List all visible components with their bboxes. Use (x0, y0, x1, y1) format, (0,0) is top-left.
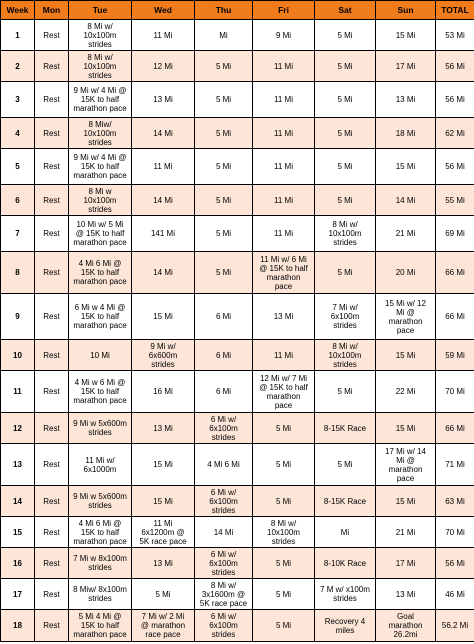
cell-fri: 12 Mi w/ 7 Mi @ 15K to half marathon pace (253, 371, 315, 413)
cell-fri: 11 Mi (253, 216, 315, 252)
table-row (1, 51, 474, 82)
cell-thu: 6 Mi (195, 294, 253, 340)
cell-fri: 5 Mi (253, 610, 315, 642)
table-row (1, 610, 474, 642)
cell-sun: 13 Mi (376, 82, 436, 118)
table-row (1, 486, 474, 517)
header-sun: Sun (376, 1, 436, 20)
cell-sun: 15 Mi (376, 20, 436, 51)
cell-week: 10 (1, 340, 35, 371)
cell-sun: 17 Mi (376, 51, 436, 82)
cell-total: 46 Mi (436, 579, 474, 610)
cell-week: 9 (1, 294, 35, 340)
cell-tue: 7 Mi w 8x100m strides (69, 548, 132, 579)
cell-week: 3 (1, 82, 35, 118)
table-row (1, 149, 474, 185)
table-row (1, 444, 474, 486)
header-total: TOTAL (436, 1, 474, 20)
cell-tue: 10 Mi (69, 340, 132, 371)
cell-tue: 4 Mi 6 Mi @ 15K to half marathon pace (69, 517, 132, 548)
cell-fri: 5 Mi (253, 548, 315, 579)
cell-total: 66 Mi (436, 413, 474, 444)
cell-fri: 11 Mi (253, 118, 315, 149)
cell-total: 70 Mi (436, 517, 474, 548)
cell-thu: 6 Mi w/ 6x100m strides (195, 413, 253, 444)
cell-wed: 11 Mi (132, 149, 195, 185)
cell-week: 15 (1, 517, 35, 548)
cell-tue: 9 Mi w 5x600m strides (69, 486, 132, 517)
table-row (1, 216, 474, 252)
cell-wed: 13 Mi (132, 82, 195, 118)
cell-sat: 7 Mi w/ 6x100m strides (315, 294, 376, 340)
cell-thu: 5 Mi (195, 149, 253, 185)
cell-thu: 4 Mi 6 Mi (195, 444, 253, 486)
table-row (1, 579, 474, 610)
cell-total: 55 Mi (436, 185, 474, 216)
cell-thu: 6 Mi w/ 6x100m strides (195, 548, 253, 579)
cell-fri: 11 Mi (253, 149, 315, 185)
table-row (1, 185, 474, 216)
cell-wed: 16 Mi (132, 371, 195, 413)
cell-fri: 11 Mi (253, 82, 315, 118)
cell-total: 63 Mi (436, 486, 474, 517)
cell-mon: Rest (35, 216, 69, 252)
cell-sun: 15 Mi w/ 12 Mi @ marathon pace (376, 294, 436, 340)
cell-sun: Goal marathon 26.2mi (376, 610, 436, 642)
cell-tue: 8 Mi w 10x100m strides (69, 185, 132, 216)
cell-wed: 11 Mi (132, 20, 195, 51)
cell-fri: 13 Mi (253, 294, 315, 340)
cell-wed: 141 Mi (132, 216, 195, 252)
cell-mon: Rest (35, 82, 69, 118)
cell-thu: 5 Mi (195, 118, 253, 149)
cell-thu: 14 Mi (195, 517, 253, 548)
table-body (1, 20, 474, 642)
cell-sat: 5 Mi (315, 118, 376, 149)
cell-total: 62 Mi (436, 118, 474, 149)
header-fri: Fri (253, 1, 315, 20)
table-row (1, 371, 474, 413)
cell-sun: 15 Mi (376, 413, 436, 444)
cell-tue: 8 Mi w/ 10x100m strides (69, 20, 132, 51)
cell-sat: 7 M w/ x100m strides (315, 579, 376, 610)
cell-week: 2 (1, 51, 35, 82)
cell-mon: Rest (35, 486, 69, 517)
cell-tue: 4 Mi w 6 Mi @ 15K to half marathon pace (69, 371, 132, 413)
cell-sat: 5 Mi (315, 371, 376, 413)
cell-week: 11 (1, 371, 35, 413)
table-row (1, 252, 474, 294)
cell-tue: 11 Mi w/ 6x1000m (69, 444, 132, 486)
cell-sat: Recovery 4 miles (315, 610, 376, 642)
table-row (1, 413, 474, 444)
cell-mon: Rest (35, 20, 69, 51)
table-row (1, 548, 474, 579)
cell-mon: Rest (35, 579, 69, 610)
cell-total: 70 Mi (436, 371, 474, 413)
cell-wed: 14 Mi (132, 252, 195, 294)
cell-week: 6 (1, 185, 35, 216)
header-mon: Mon (35, 1, 69, 20)
cell-tue: 8 Miw/ 10x100m strides (69, 118, 132, 149)
cell-thu: 5 Mi (195, 216, 253, 252)
cell-sat: 8 Mi w/ 10x100m strides (315, 340, 376, 371)
cell-total: 69 Mi (436, 216, 474, 252)
cell-wed: 15 Mi (132, 294, 195, 340)
cell-sat: 8 Mi w/ 10x100m strides (315, 216, 376, 252)
cell-sun: 17 Mi (376, 548, 436, 579)
cell-sun: 18 Mi (376, 118, 436, 149)
cell-tue: 6 Mi w 4 Mi @ 15K to half marathon pace (69, 294, 132, 340)
cell-wed: 14 Mi (132, 185, 195, 216)
cell-sun: 15 Mi (376, 486, 436, 517)
cell-sat: 5 Mi (315, 444, 376, 486)
cell-mon: Rest (35, 610, 69, 642)
header-wed: Wed (132, 1, 195, 20)
cell-week: 8 (1, 252, 35, 294)
cell-mon: Rest (35, 149, 69, 185)
cell-wed: 15 Mi (132, 486, 195, 517)
cell-wed: 5 Mi (132, 579, 195, 610)
cell-fri: 5 Mi (253, 486, 315, 517)
table-row (1, 294, 474, 340)
cell-fri: 11 Mi (253, 340, 315, 371)
cell-wed: 15 Mi (132, 444, 195, 486)
cell-week: 5 (1, 149, 35, 185)
cell-mon: Rest (35, 371, 69, 413)
cell-tue: 8 Miw/ 8x100m strides (69, 579, 132, 610)
cell-week: 1 (1, 20, 35, 51)
cell-thu: 5 Mi (195, 185, 253, 216)
cell-sun: 21 Mi (376, 517, 436, 548)
cell-fri: 5 Mi (253, 444, 315, 486)
cell-total: 66 Mi (436, 294, 474, 340)
cell-sun: 22 Mi (376, 371, 436, 413)
cell-sat: 8-15K Race (315, 486, 376, 517)
table-header (1, 1, 474, 20)
cell-mon: Rest (35, 294, 69, 340)
cell-thu: 5 Mi (195, 51, 253, 82)
cell-fri: 8 Mi w/ 10x100m strides (253, 517, 315, 548)
cell-tue: 10 Mi w/ 5 Mi @ 15K to half marathon pace (69, 216, 132, 252)
cell-total: 56 Mi (436, 82, 474, 118)
cell-tue: 9 Mi w/ 4 Mi @ 15K to half marathon pace (69, 149, 132, 185)
cell-fri: 5 Mi (253, 579, 315, 610)
cell-sun: 21 Mi (376, 216, 436, 252)
cell-total: 56 Mi (436, 149, 474, 185)
cell-week: 18 (1, 610, 35, 642)
cell-thu: 6 Mi (195, 340, 253, 371)
table-row (1, 20, 474, 51)
cell-mon: Rest (35, 118, 69, 149)
cell-sat: 5 Mi (315, 185, 376, 216)
header-sat: Sat (315, 1, 376, 20)
table-row (1, 82, 474, 118)
cell-thu: 5 Mi (195, 82, 253, 118)
cell-thu: 6 Mi (195, 371, 253, 413)
cell-fri: 11 Mi w/ 6 Mi @ 15K to half marathon pace (253, 252, 315, 294)
cell-fri: 11 Mi (253, 185, 315, 216)
cell-mon: Rest (35, 252, 69, 294)
cell-sat: 5 Mi (315, 51, 376, 82)
cell-mon: Rest (35, 51, 69, 82)
cell-wed: 14 Mi (132, 118, 195, 149)
cell-week: 13 (1, 444, 35, 486)
cell-wed: 7 Mi w/ 2 Mi @ marathon race pace (132, 610, 195, 642)
cell-sat: 5 Mi (315, 252, 376, 294)
cell-mon: Rest (35, 413, 69, 444)
cell-mon: Rest (35, 517, 69, 548)
cell-fri: 11 Mi (253, 51, 315, 82)
cell-week: 14 (1, 486, 35, 517)
cell-total: 71 Mi (436, 444, 474, 486)
cell-sun: 15 Mi (376, 340, 436, 371)
cell-sat: 8-10K Race (315, 548, 376, 579)
cell-sat: 5 Mi (315, 20, 376, 51)
header-tue: Tue (69, 1, 132, 20)
cell-wed: 11 Mi 6x1200m @ 5K race pace (132, 517, 195, 548)
cell-mon: Rest (35, 444, 69, 486)
cell-thu: 5 Mi (195, 252, 253, 294)
cell-sat: 8-15K Race (315, 413, 376, 444)
table-row (1, 118, 474, 149)
cell-sun: 20 Mi (376, 252, 436, 294)
cell-thu: 6 Mi w/ 6x100m strides (195, 486, 253, 517)
header-thu: Thu (195, 1, 253, 20)
cell-wed: 9 Mi w/ 6x600m strides (132, 340, 195, 371)
cell-week: 12 (1, 413, 35, 444)
cell-week: 7 (1, 216, 35, 252)
cell-thu: 6 Mi w/ 6x100m strides (195, 610, 253, 642)
cell-mon: Rest (35, 548, 69, 579)
cell-tue: 8 Mi w/ 10x100m strides (69, 51, 132, 82)
cell-tue: 5 Mi 4 Mi @ 15K to half marathon pace (69, 610, 132, 642)
cell-week: 17 (1, 579, 35, 610)
cell-sun: 13 Mi (376, 579, 436, 610)
cell-total: 66 Mi (436, 252, 474, 294)
cell-sun: 15 Mi (376, 149, 436, 185)
cell-wed: 13 Mi (132, 548, 195, 579)
cell-week: 4 (1, 118, 35, 149)
cell-sun: 14 Mi (376, 185, 436, 216)
cell-sun: 17 Mi w/ 14 Mi @ marathon pace (376, 444, 436, 486)
cell-mon: Rest (35, 340, 69, 371)
table-row (1, 517, 474, 548)
header-row (1, 1, 474, 20)
cell-tue: 9 Mi w 5x600m strides (69, 413, 132, 444)
cell-fri: 5 Mi (253, 413, 315, 444)
cell-sat: 5 Mi (315, 149, 376, 185)
cell-sat: Mi (315, 517, 376, 548)
cell-tue: 9 Mi w/ 4 Mi @ 15K to half marathon pace (69, 82, 132, 118)
cell-wed: 12 Mi (132, 51, 195, 82)
cell-fri: 9 Mi (253, 20, 315, 51)
cell-thu: 8 Mi w/ 3x1600m @ 5K race pace (195, 579, 253, 610)
cell-sat: 5 Mi (315, 82, 376, 118)
cell-total: 59 Mi (436, 340, 474, 371)
cell-week: 16 (1, 548, 35, 579)
cell-mon: Rest (35, 185, 69, 216)
header-week: Week (1, 1, 35, 20)
cell-total: 56 Mi (436, 51, 474, 82)
cell-tue: 4 Mi 6 Mi @ 15K to half marathon pace (69, 252, 132, 294)
table-row (1, 340, 474, 371)
cell-wed: 13 Mi (132, 413, 195, 444)
cell-total: 53 Mi (436, 20, 474, 51)
cell-thu: Mi (195, 20, 253, 51)
cell-total: 56 Mi (436, 548, 474, 579)
cell-total: 56.2 Mi (436, 610, 474, 642)
